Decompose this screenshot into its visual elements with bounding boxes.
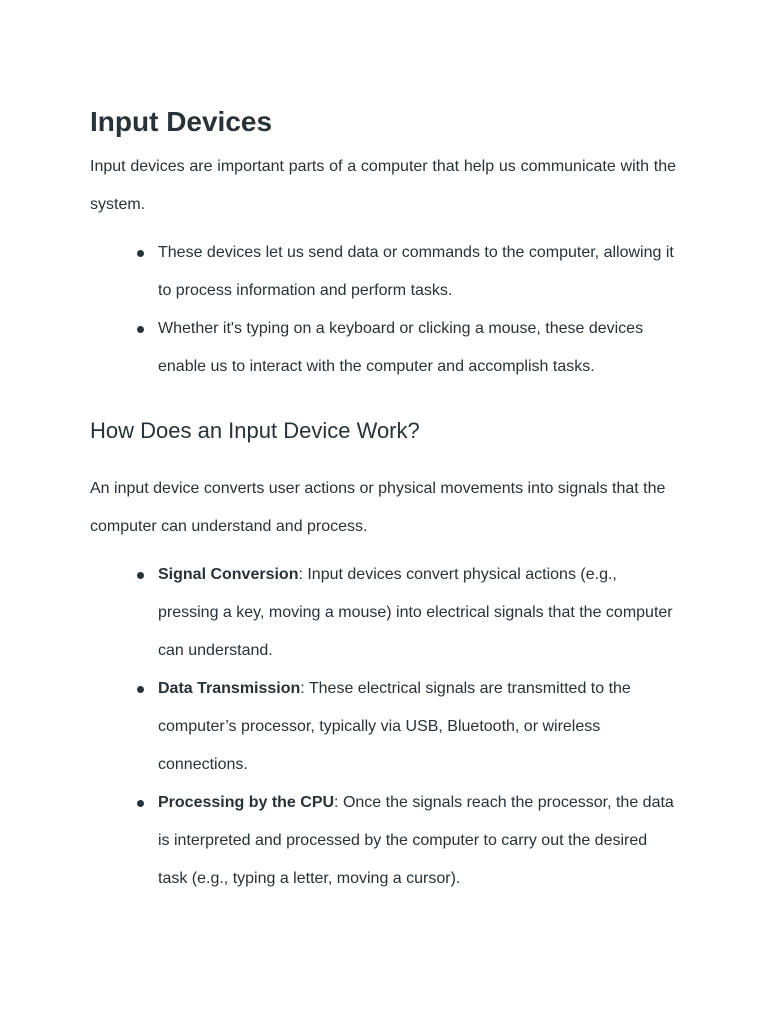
bullet-icon xyxy=(137,250,144,257)
list-item-text: : Once the signals reach the processor, the data is interpreted and processed by the computer to carry out the desired task (e.g., typing a letter, moving a cursor). xyxy=(158,794,674,887)
section-bullet-list xyxy=(90,556,680,898)
intro-paragraph: Input devices are important parts of a computer that help us communicate with the system. xyxy=(90,158,676,213)
page-title: Input Devices xyxy=(90,106,273,137)
bullet-icon xyxy=(137,800,144,807)
bullet-icon xyxy=(137,326,144,333)
section-heading: How Does an Input Device Work? xyxy=(90,418,420,443)
list-item xyxy=(90,234,680,310)
list-item-text: : Input devices convert physical actions (e.g., pressing a key, moving a mouse) into electrical signals that the computer can understand. xyxy=(158,566,673,659)
list-item xyxy=(90,670,680,784)
list-item-term: Signal Conversion xyxy=(158,566,299,583)
list-item xyxy=(90,310,680,386)
intro-bullet-list xyxy=(90,234,680,386)
list-item-term: Processing by the CPU xyxy=(158,794,335,811)
list-item-term: Data Transmission xyxy=(158,680,301,697)
bullet-icon xyxy=(137,572,144,579)
bullet-icon xyxy=(137,686,144,693)
list-item xyxy=(90,556,680,670)
section-paragraph: An input device converts user actions or physical movements into signals that the computer can understand and process. xyxy=(90,480,666,535)
list-item-text: These devices let us send data or commands to the computer, allowing it to process information and perform tasks. xyxy=(158,244,674,299)
list-item-text: : These electrical signals are transmitted to the computer’s processor, typically via USB, Bluetooth, or wireless connections. xyxy=(158,680,631,773)
list-item-text: Whether it's typing on a keyboard or clicking a mouse, these devices enable us to interact with the computer and accomplish tasks. xyxy=(158,320,644,375)
list-item xyxy=(90,784,680,898)
